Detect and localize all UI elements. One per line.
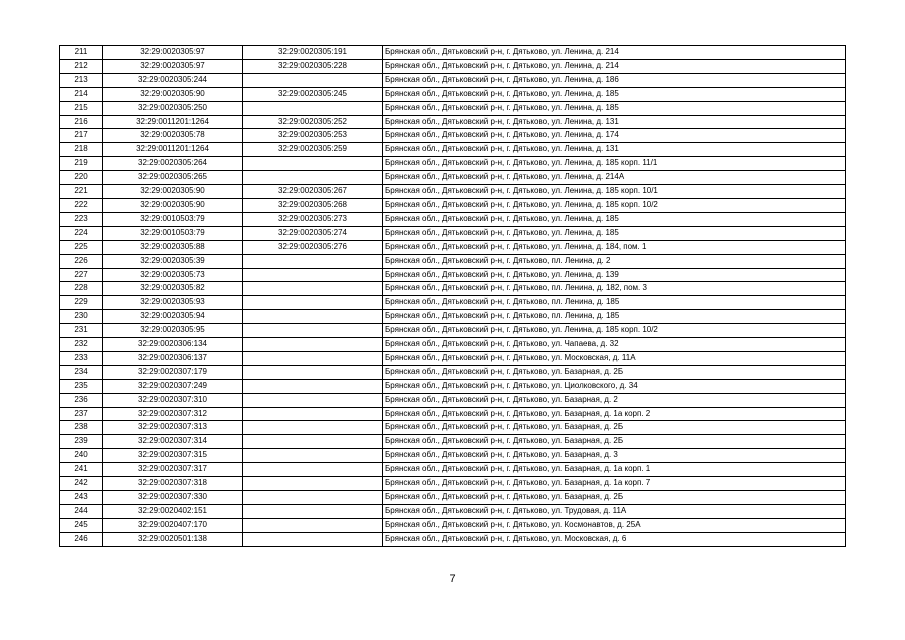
cadastral-number-cell: 32:29:0020306:134 — [103, 338, 243, 352]
related-cadastral-number-cell: 32:29:0020305:253 — [243, 129, 383, 143]
related-cadastral-number-cell — [243, 379, 383, 393]
cadastral-number-cell: 32:29:0020501:138 — [103, 532, 243, 546]
related-cadastral-number-cell: 32:29:0020305:252 — [243, 115, 383, 129]
table-row — [60, 282, 846, 296]
address-cell: Брянская обл., Дятьковский р-н, г. Дятьково, ул. Ленина, д. 185 — [383, 212, 846, 226]
address-cell: Брянская обл., Дятьковский р-н, г. Дятьково, пл. Ленина, д. 182, пом. 3 — [383, 282, 846, 296]
row-number-cell: 233 — [60, 351, 103, 365]
table-row — [60, 310, 846, 324]
table-row — [60, 379, 846, 393]
table-row — [60, 449, 846, 463]
row-number-cell: 238 — [60, 421, 103, 435]
related-cadastral-number-cell — [243, 393, 383, 407]
cadastral-number-cell: 32:29:0011201:1264 — [103, 115, 243, 129]
table-row — [60, 477, 846, 491]
related-cadastral-number-cell: 32:29:0020305:191 — [243, 46, 383, 60]
cadastral-number-cell: 32:29:0020307:249 — [103, 379, 243, 393]
related-cadastral-number-cell — [243, 421, 383, 435]
address-cell: Брянская обл., Дятьковский р-н, г. Дятьково, ул. Ленина, д. 139 — [383, 268, 846, 282]
table-row — [60, 129, 846, 143]
related-cadastral-number-cell — [243, 407, 383, 421]
address-cell: Брянская обл., Дятьковский р-н, г. Дятьково, ул. Ленина, д. 185 корп. 10/2 — [383, 324, 846, 338]
address-cell: Брянская обл., Дятьковский р-н, г. Дятьково, ул. Базарная, д. 3 — [383, 449, 846, 463]
related-cadastral-number-cell — [243, 254, 383, 268]
cadastral-number-cell: 32:29:0020305:265 — [103, 171, 243, 185]
row-number-cell: 211 — [60, 46, 103, 60]
related-cadastral-number-cell — [243, 491, 383, 505]
cadastral-number-cell: 32:29:0020305:90 — [103, 87, 243, 101]
cadastral-number-cell: 32:29:0020305:78 — [103, 129, 243, 143]
table-row — [60, 351, 846, 365]
address-cell: Брянская обл., Дятьковский р-н, г. Дятьково, ул. Циолковского, д. 34 — [383, 379, 846, 393]
table-row — [60, 491, 846, 505]
row-number-cell: 212 — [60, 59, 103, 73]
table-row — [60, 435, 846, 449]
table-row — [60, 504, 846, 518]
row-number-cell: 230 — [60, 310, 103, 324]
row-number-cell: 239 — [60, 435, 103, 449]
table-row — [60, 185, 846, 199]
table-row — [60, 324, 846, 338]
row-number-cell: 235 — [60, 379, 103, 393]
table-row — [60, 59, 846, 73]
cadastral-number-cell: 32:29:0020305:250 — [103, 101, 243, 115]
row-number-cell: 218 — [60, 143, 103, 157]
cadastral-number-cell: 32:29:0020307:179 — [103, 365, 243, 379]
row-number-cell: 236 — [60, 393, 103, 407]
address-cell: Брянская обл., Дятьковский р-н, г. Дятьково, ул. Базарная, д. 2 — [383, 393, 846, 407]
cadastral-number-cell: 32:29:0020307:310 — [103, 393, 243, 407]
cadastral-number-cell: 32:29:0020305:39 — [103, 254, 243, 268]
cadastral-number-cell: 32:29:0020307:317 — [103, 463, 243, 477]
cadastral-number-cell: 32:29:0020402:151 — [103, 504, 243, 518]
row-number-cell: 227 — [60, 268, 103, 282]
cadastral-number-cell: 32:29:0020305:73 — [103, 268, 243, 282]
row-number-cell: 223 — [60, 212, 103, 226]
cadastral-number-cell: 32:29:0010503:79 — [103, 212, 243, 226]
cadastral-number-cell: 32:29:0020305:82 — [103, 282, 243, 296]
cadastral-number-cell: 32:29:0020307:313 — [103, 421, 243, 435]
cadastral-number-cell: 32:29:0020305:97 — [103, 46, 243, 60]
related-cadastral-number-cell — [243, 477, 383, 491]
row-number-cell: 222 — [60, 198, 103, 212]
table-row — [60, 254, 846, 268]
cadastral-number-cell: 32:29:0020307:330 — [103, 491, 243, 505]
related-cadastral-number-cell — [243, 463, 383, 477]
related-cadastral-number-cell — [243, 504, 383, 518]
address-cell: Брянская обл., Дятьковский р-н, г. Дятьково, ул. Ленина, д. 186 — [383, 73, 846, 87]
row-number-cell: 226 — [60, 254, 103, 268]
related-cadastral-number-cell — [243, 268, 383, 282]
related-cadastral-number-cell — [243, 73, 383, 87]
row-number-cell: 221 — [60, 185, 103, 199]
table-row — [60, 463, 846, 477]
related-cadastral-number-cell: 32:29:0020305:273 — [243, 212, 383, 226]
related-cadastral-number-cell: 32:29:0020305:274 — [243, 226, 383, 240]
row-number-cell: 244 — [60, 504, 103, 518]
address-cell: Брянская обл., Дятьковский р-н, г. Дятьково, пл. Ленина, д. 185 — [383, 296, 846, 310]
table-row — [60, 407, 846, 421]
row-number-cell: 242 — [60, 477, 103, 491]
cadastral-number-cell: 32:29:0020305:244 — [103, 73, 243, 87]
related-cadastral-number-cell: 32:29:0020305:259 — [243, 143, 383, 157]
cadastral-number-cell: 32:29:0020307:312 — [103, 407, 243, 421]
cadastral-number-cell: 32:29:0020305:95 — [103, 324, 243, 338]
related-cadastral-number-cell: 32:29:0020305:268 — [243, 198, 383, 212]
related-cadastral-number-cell — [243, 171, 383, 185]
table-row — [60, 365, 846, 379]
address-cell: Брянская обл., Дятьковский р-н, г. Дятьково, ул. Московская, д. 6 — [383, 532, 846, 546]
row-number-cell: 228 — [60, 282, 103, 296]
address-cell: Брянская обл., Дятьковский р-н, г. Дятьково, ул. Ленина, д. 185 — [383, 226, 846, 240]
related-cadastral-number-cell — [243, 351, 383, 365]
address-cell: Брянская обл., Дятьковский р-н, г. Дятьково, ул. Ленина, д. 174 — [383, 129, 846, 143]
address-cell: Брянская обл., Дятьковский р-н, г. Дятьково, ул. Ленина, д. 185 корп. 10/1 — [383, 185, 846, 199]
table-row — [60, 532, 846, 546]
related-cadastral-number-cell — [243, 101, 383, 115]
table-row — [60, 171, 846, 185]
table-row — [60, 101, 846, 115]
table-row — [60, 87, 846, 101]
table-row — [60, 198, 846, 212]
address-cell: Брянская обл., Дятьковский р-н, г. Дятьково, ул. Космонавтов, д. 25А — [383, 518, 846, 532]
related-cadastral-number-cell — [243, 157, 383, 171]
table-row — [60, 421, 846, 435]
related-cadastral-number-cell: 32:29:0020305:267 — [243, 185, 383, 199]
related-cadastral-number-cell — [243, 365, 383, 379]
row-number-cell: 231 — [60, 324, 103, 338]
related-cadastral-number-cell: 32:29:0020305:245 — [243, 87, 383, 101]
row-number-cell: 219 — [60, 157, 103, 171]
page-number: 7 — [449, 573, 456, 585]
cadastral-number-cell: 32:29:0020305:97 — [103, 59, 243, 73]
address-cell: Брянская обл., Дятьковский р-н, г. Дятьково, ул. Базарная, д. 2Б — [383, 491, 846, 505]
row-number-cell: 237 — [60, 407, 103, 421]
address-cell: Брянская обл., Дятьковский р-н, г. Дятьково, ул. Трудовая, д. 11А — [383, 504, 846, 518]
row-number-cell: 225 — [60, 240, 103, 254]
address-cell: Брянская обл., Дятьковский р-н, г. Дятьково, ул. Ленина, д. 131 — [383, 143, 846, 157]
cadastral-number-cell: 32:29:0020305:90 — [103, 198, 243, 212]
table-row — [60, 296, 846, 310]
table-row — [60, 157, 846, 171]
cadastral-number-cell: 32:29:0020305:90 — [103, 185, 243, 199]
address-cell: Брянская обл., Дятьковский р-н, г. Дятьково, ул. Московская, д. 11А — [383, 351, 846, 365]
address-cell: Брянская обл., Дятьковский р-н, г. Дятьково, ул. Базарная, д. 2Б — [383, 421, 846, 435]
address-cell: Брянская обл., Дятьковский р-н, г. Дятьково, пл. Ленина, д. 2 — [383, 254, 846, 268]
address-cell: Брянская обл., Дятьковский р-н, г. Дятьково, ул. Базарная, д. 1а корп. 7 — [383, 477, 846, 491]
row-number-cell: 240 — [60, 449, 103, 463]
table-row — [60, 240, 846, 254]
row-number-cell: 241 — [60, 463, 103, 477]
row-number-cell: 213 — [60, 73, 103, 87]
row-number-cell: 216 — [60, 115, 103, 129]
row-number-cell: 232 — [60, 338, 103, 352]
row-number-cell: 217 — [60, 129, 103, 143]
address-cell: Брянская обл., Дятьковский р-н, г. Дятьково, ул. Ленина, д. 131 — [383, 115, 846, 129]
address-cell: Брянская обл., Дятьковский р-н, г. Дятьково, ул. Ленина, д. 184, пом. 1 — [383, 240, 846, 254]
cadastral-number-cell: 32:29:0010503:79 — [103, 226, 243, 240]
table-row — [60, 212, 846, 226]
related-cadastral-number-cell — [243, 310, 383, 324]
registry-table — [59, 45, 846, 547]
cadastral-number-cell: 32:29:0020307:314 — [103, 435, 243, 449]
cadastral-number-cell: 32:29:0020305:93 — [103, 296, 243, 310]
row-number-cell: 246 — [60, 532, 103, 546]
table-row — [60, 393, 846, 407]
cadastral-number-cell: 32:29:0020407:170 — [103, 518, 243, 532]
registry-table-body — [60, 46, 846, 547]
address-cell: Брянская обл., Дятьковский р-н, г. Дятьково, ул. Базарная, д. 2Б — [383, 435, 846, 449]
table-row — [60, 73, 846, 87]
table-row — [60, 226, 846, 240]
table-row — [60, 268, 846, 282]
related-cadastral-number-cell — [243, 518, 383, 532]
address-cell: Брянская обл., Дятьковский р-н, г. Дятьково, ул. Базарная, д. 1а корп. 1 — [383, 463, 846, 477]
address-cell: Брянская обл., Дятьковский р-н, г. Дятьково, ул. Чапаева, д. 32 — [383, 338, 846, 352]
related-cadastral-number-cell — [243, 435, 383, 449]
cadastral-number-cell: 32:29:0020305:264 — [103, 157, 243, 171]
related-cadastral-number-cell — [243, 532, 383, 546]
table-row — [60, 338, 846, 352]
cadastral-number-cell: 32:29:0020305:88 — [103, 240, 243, 254]
row-number-cell: 224 — [60, 226, 103, 240]
address-cell: Брянская обл., Дятьковский р-н, г. Дятьково, ул. Ленина, д. 185 корп. 11/1 — [383, 157, 846, 171]
row-number-cell: 245 — [60, 518, 103, 532]
address-cell: Брянская обл., Дятьковский р-н, г. Дятьково, ул. Ленина, д. 214А — [383, 171, 846, 185]
row-number-cell: 243 — [60, 491, 103, 505]
row-number-cell: 229 — [60, 296, 103, 310]
address-cell: Брянская обл., Дятьковский р-н, г. Дятьково, ул. Ленина, д. 214 — [383, 59, 846, 73]
row-number-cell: 214 — [60, 87, 103, 101]
table-row — [60, 143, 846, 157]
address-cell: Брянская обл., Дятьковский р-н, г. Дятьково, ул. Ленина, д. 214 — [383, 46, 846, 60]
table-row — [60, 46, 846, 60]
row-number-cell: 215 — [60, 101, 103, 115]
table-row — [60, 115, 846, 129]
related-cadastral-number-cell — [243, 282, 383, 296]
address-cell: Брянская обл., Дятьковский р-н, г. Дятьково, ул. Ленина, д. 185 — [383, 87, 846, 101]
related-cadastral-number-cell — [243, 296, 383, 310]
address-cell: Брянская обл., Дятьковский р-н, г. Дятьково, ул. Ленина, д. 185 — [383, 101, 846, 115]
address-cell: Брянская обл., Дятьковский р-н, г. Дятьково, ул. Базарная, д. 1а корп. 2 — [383, 407, 846, 421]
related-cadastral-number-cell — [243, 324, 383, 338]
address-cell: Брянская обл., Дятьковский р-н, г. Дятьково, пл. Ленина, д. 185 — [383, 310, 846, 324]
related-cadastral-number-cell — [243, 338, 383, 352]
cadastral-number-cell: 32:29:0011201:1264 — [103, 143, 243, 157]
cadastral-number-cell: 32:29:0020305:94 — [103, 310, 243, 324]
table-row — [60, 518, 846, 532]
row-number-cell: 234 — [60, 365, 103, 379]
related-cadastral-number-cell: 32:29:0020305:228 — [243, 59, 383, 73]
cadastral-number-cell: 32:29:0020307:315 — [103, 449, 243, 463]
cadastral-number-cell: 32:29:0020307:318 — [103, 477, 243, 491]
cadastral-number-cell: 32:29:0020306:137 — [103, 351, 243, 365]
related-cadastral-number-cell: 32:29:0020305:276 — [243, 240, 383, 254]
row-number-cell: 220 — [60, 171, 103, 185]
address-cell: Брянская обл., Дятьковский р-н, г. Дятьково, ул. Ленина, д. 185 корп. 10/2 — [383, 198, 846, 212]
address-cell: Брянская обл., Дятьковский р-н, г. Дятьково, ул. Базарная, д. 2Б — [383, 365, 846, 379]
related-cadastral-number-cell — [243, 449, 383, 463]
